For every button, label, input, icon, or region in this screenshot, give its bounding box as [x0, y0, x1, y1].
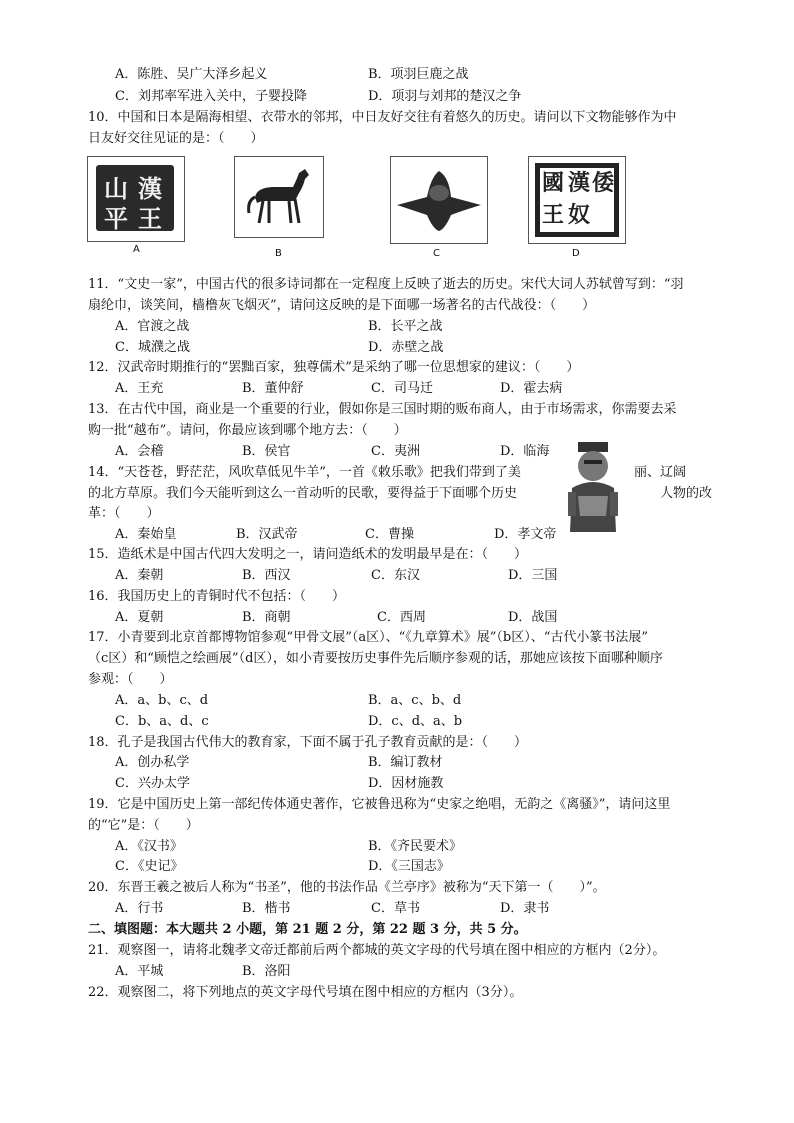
q19-option-a: A．《汉书》: [115, 839, 183, 854]
q14-stem-line1b: 丽、辽阔: [634, 465, 687, 480]
q20-option-c: C．草书: [371, 901, 420, 916]
q9-option-c: C．刘邦率军进入关中，子婴投降: [115, 89, 307, 104]
q19-option-b: B．《齐民要术》: [368, 839, 463, 854]
q16-option-d: D．战国: [508, 610, 558, 625]
seal-a-char-1: 漢: [138, 174, 162, 203]
q16-option-c: C．西周: [377, 610, 426, 625]
q12-stem: 12．汉武帝时期推行的“罢黜百家，独尊儒术”是采纳了哪一位思想家的建议：（ ）: [88, 360, 580, 375]
seal-d-char-3: 奴: [568, 202, 591, 228]
q13-stem-line1: 13．在古代中国，商业是一个重要的行业，假如你是三国时期的贩布商人，由于市场需求，你需要去采: [88, 402, 677, 417]
q17-stem-line1: 17．小青要到北京首都博物馆参观“甲骨文展”（a区）、“《九章算术》展”（b区）、“古代小篆书法展”: [88, 630, 648, 645]
q20-option-a: A．行书: [115, 901, 164, 916]
q15-option-b: B．西汉: [242, 568, 291, 583]
q20-option-d: D．隶书: [500, 901, 550, 916]
q14-figure-image: [566, 440, 620, 538]
q12-option-b: B．董仲舒: [242, 381, 304, 396]
q11-option-b: B．长平之战: [368, 319, 443, 334]
q17-option-b: B．a、c、b、d: [368, 693, 462, 708]
q14-stem-line3: 革：（ ）: [88, 506, 160, 521]
seal-a-char-2: 王: [138, 204, 162, 233]
q11-option-d: D．赤壁之战: [368, 340, 444, 355]
q11-stem-line2: 扇纶巾，谈笑间，樯橹灰飞烟灭”，请问这反映的是下面哪一场著名的古代战役：（ ）: [88, 298, 596, 313]
q19-option-d: D．《三国志》: [368, 859, 450, 874]
q19-stem-line1: 19．它是中国历史上第一部纪传体通史著作，它被鲁迅称为“史家之绝唱，无韵之《离骚》”，请问这里: [88, 797, 671, 812]
q18-option-a: A．创办私学: [115, 755, 190, 770]
seal-a-char-3: 山: [104, 174, 128, 203]
artifact-d-gold-seal-image: [528, 156, 626, 244]
q9-option-b: B．项羽巨鹿之战: [368, 67, 469, 82]
q18-option-d: D．因材施教: [368, 776, 444, 791]
q17-stem-line3: 参观：（ ）: [88, 672, 173, 687]
section-2-heading: 二、填图题：本大题共 2 小题，第 21 题 2 分，第 22 题 3 分，共 5 分。: [88, 922, 527, 937]
seal-d-icon: [535, 163, 619, 237]
q14-stem-line1a: 14．“天苍苍，野茫茫，风吹草低见牛羊”，一首《敕乐歌》把我们带到了美: [88, 465, 521, 480]
seal-d-char-4: 國: [542, 170, 565, 196]
q16-option-a: A．夏朝: [115, 610, 164, 625]
seal-d-char-1: 倭: [592, 170, 615, 196]
q13-option-c: C．夷洲: [371, 444, 420, 459]
seal-a-icon: [96, 165, 174, 231]
q22-stem: 22．观察图二，将下列地点的英文字母代号填在图中相应的方框内（3分）。: [88, 985, 523, 1000]
artifact-b-horse-image: [234, 156, 324, 238]
q17-option-d: D．c、d、a、b: [368, 714, 463, 729]
q19-stem-line2: 的“它”是：（ ）: [88, 818, 199, 833]
caption-b: B: [275, 248, 282, 259]
q10-stem-line1: 10．中国和日本是隔海相望、衣带水的邻邦，中日友好交往有着悠久的历史。请问以下文物能够作为中: [88, 110, 677, 125]
q13-stem-line2: 购一批“越布”。请问，你最应该到哪个地方去：（ ）: [88, 423, 407, 438]
q16-option-b: B．商朝: [242, 610, 291, 625]
artifact-c-object-image: [390, 156, 488, 244]
ancient-figure-icon: [566, 440, 620, 538]
caption-a: A: [133, 244, 140, 255]
q17-stem-line2: （c区）和“顾恺之绘画展”（d区），如小青要按历史事件先后顺序参观的话，那她应该按下面哪种顺序: [88, 651, 663, 666]
q12-option-c: C．司马迁: [371, 381, 433, 396]
q14-stem-line2a: 的北方草原。我们今天能听到这么一首动听的民歌，要得益于下面哪个历史: [88, 486, 518, 501]
q18-option-c: C．兴办太学: [115, 776, 190, 791]
q15-option-d: D．三国: [508, 568, 558, 583]
seal-a-char-4: 平: [104, 204, 128, 233]
q16-stem: 16．我国历史上的青铜时代不包括：（ ）: [88, 589, 346, 604]
q21-option-b: B．洛阳: [242, 964, 291, 979]
q14-option-b: B．汉武帝: [236, 527, 298, 542]
seal-d-char-5: 王: [542, 202, 565, 228]
q19-option-c: C．《史记》: [115, 859, 184, 874]
caption-c: C: [433, 248, 440, 259]
q11-option-c: C．城濮之战: [115, 340, 190, 355]
q15-stem: 15．造纸术是中国古代四大发明之一，请问造纸术的发明最早是在：（ ）: [88, 547, 528, 562]
horse-icon: [235, 157, 323, 237]
q14-option-d: D．孝文帝: [494, 527, 557, 542]
caption-d: D: [572, 248, 580, 259]
q12-option-a: A．王充: [115, 381, 164, 396]
q11-option-a: A．官渡之战: [115, 319, 190, 334]
q15-option-a: A．秦朝: [115, 568, 164, 583]
q10-stem-line2: 日友好交往见证的是：（ ）: [88, 131, 264, 146]
q20-option-b: B．楷书: [242, 901, 291, 916]
q17-option-a: A．a、b、c、d: [115, 693, 209, 708]
q13-option-d: D．临海: [500, 444, 550, 459]
seal-d-char-2: 漢: [568, 170, 591, 196]
q12-option-d: D．霍去病: [500, 381, 563, 396]
q18-option-b: B．编订教材: [368, 755, 443, 770]
q18-stem: 18．孔子是我国古代伟大的教育家，下面不属于孔子教育贡献的是：（ ）: [88, 735, 528, 750]
artifact-a-seal-image: [87, 156, 185, 242]
q15-option-c: C．东汉: [371, 568, 420, 583]
q17-option-c: C．b、a、d、c: [115, 714, 209, 729]
q14-option-a: A．秦始皇: [115, 527, 177, 542]
bronze-object-icon: [391, 157, 487, 243]
q21-stem: 21．观察图一，请将北魏孝文帝迁都前后两个都城的英文字母的代号填在图中相应的方框内（2分）。: [88, 943, 666, 958]
q14-stem-line2b: 人物的改: [660, 486, 713, 501]
q13-option-a: A．会稽: [115, 444, 164, 459]
q9-option-a: A．陈胜、吴广大泽乡起义: [115, 67, 268, 82]
q9-option-d: D．项羽与刘邦的楚汉之争: [368, 89, 522, 104]
q13-option-b: B．侯官: [242, 444, 291, 459]
q20-stem: 20．东晋王羲之被后人称为“书圣”，他的书法作品《兰亭序》被称为“天下第一（ ）”。: [88, 880, 606, 895]
q21-option-a: A．平城: [115, 964, 164, 979]
q14-option-c: C．曹操: [365, 527, 414, 542]
q11-stem-line1: 11．“文史一家”，中国古代的很多诗词都在一定程度上反映了逝去的历史。宋代大词人苏轼曾写到：“羽: [88, 277, 684, 292]
